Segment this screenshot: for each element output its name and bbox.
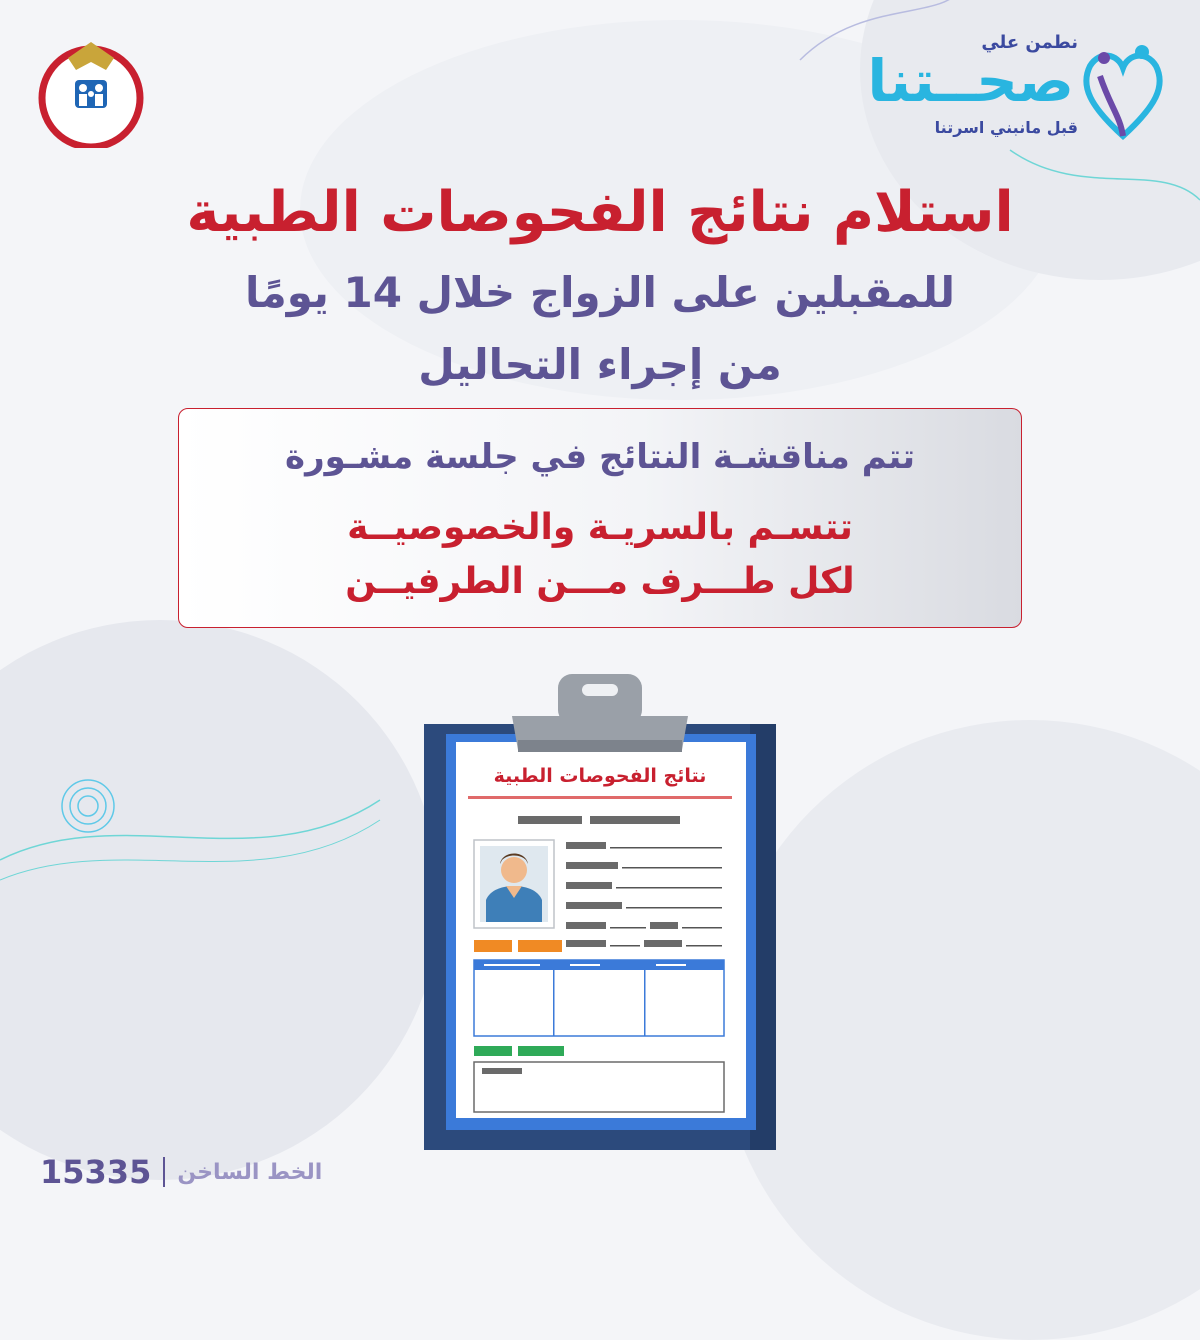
clipboard-title: نتائج الفحوصات الطبية — [493, 765, 707, 787]
hotline-separator — [163, 1157, 165, 1187]
info-box-line-3: لكل طـــرف مـــن الطرفيــن — [345, 561, 855, 602]
page-title: استلام نتائج الفحوصات الطبية — [186, 180, 1014, 245]
hotline-number[interactable]: 15335 — [40, 1153, 152, 1191]
hotline-label: الخط الساخن — [177, 1159, 323, 1185]
campaign-logo — [867, 30, 1170, 150]
campaign-logo-main-text: صحــتنا — [867, 47, 1074, 115]
heart-people-icon — [1080, 36, 1166, 146]
info-box — [178, 408, 1022, 628]
subtitle-line-1: للمقبلين على الزواج خلال 14 يومًا — [245, 268, 955, 317]
info-box-line-2: تتسـم بالسريـة والخصوصيــة — [347, 507, 853, 548]
campaign-logo-top-text: نطمن علي — [981, 32, 1078, 53]
hotline — [40, 1152, 322, 1192]
ministry-of-health-logo — [38, 36, 144, 148]
subtitle-line-2: من إجراء التحاليل — [418, 340, 782, 389]
campaign-logo-bottom-text: قبل مانبني اسرتنا — [934, 118, 1078, 137]
clipboard-medical-report-icon — [420, 672, 780, 1154]
info-box-line-1: تتم مناقشـة النتائج في جلسة مشـورة — [285, 437, 915, 477]
